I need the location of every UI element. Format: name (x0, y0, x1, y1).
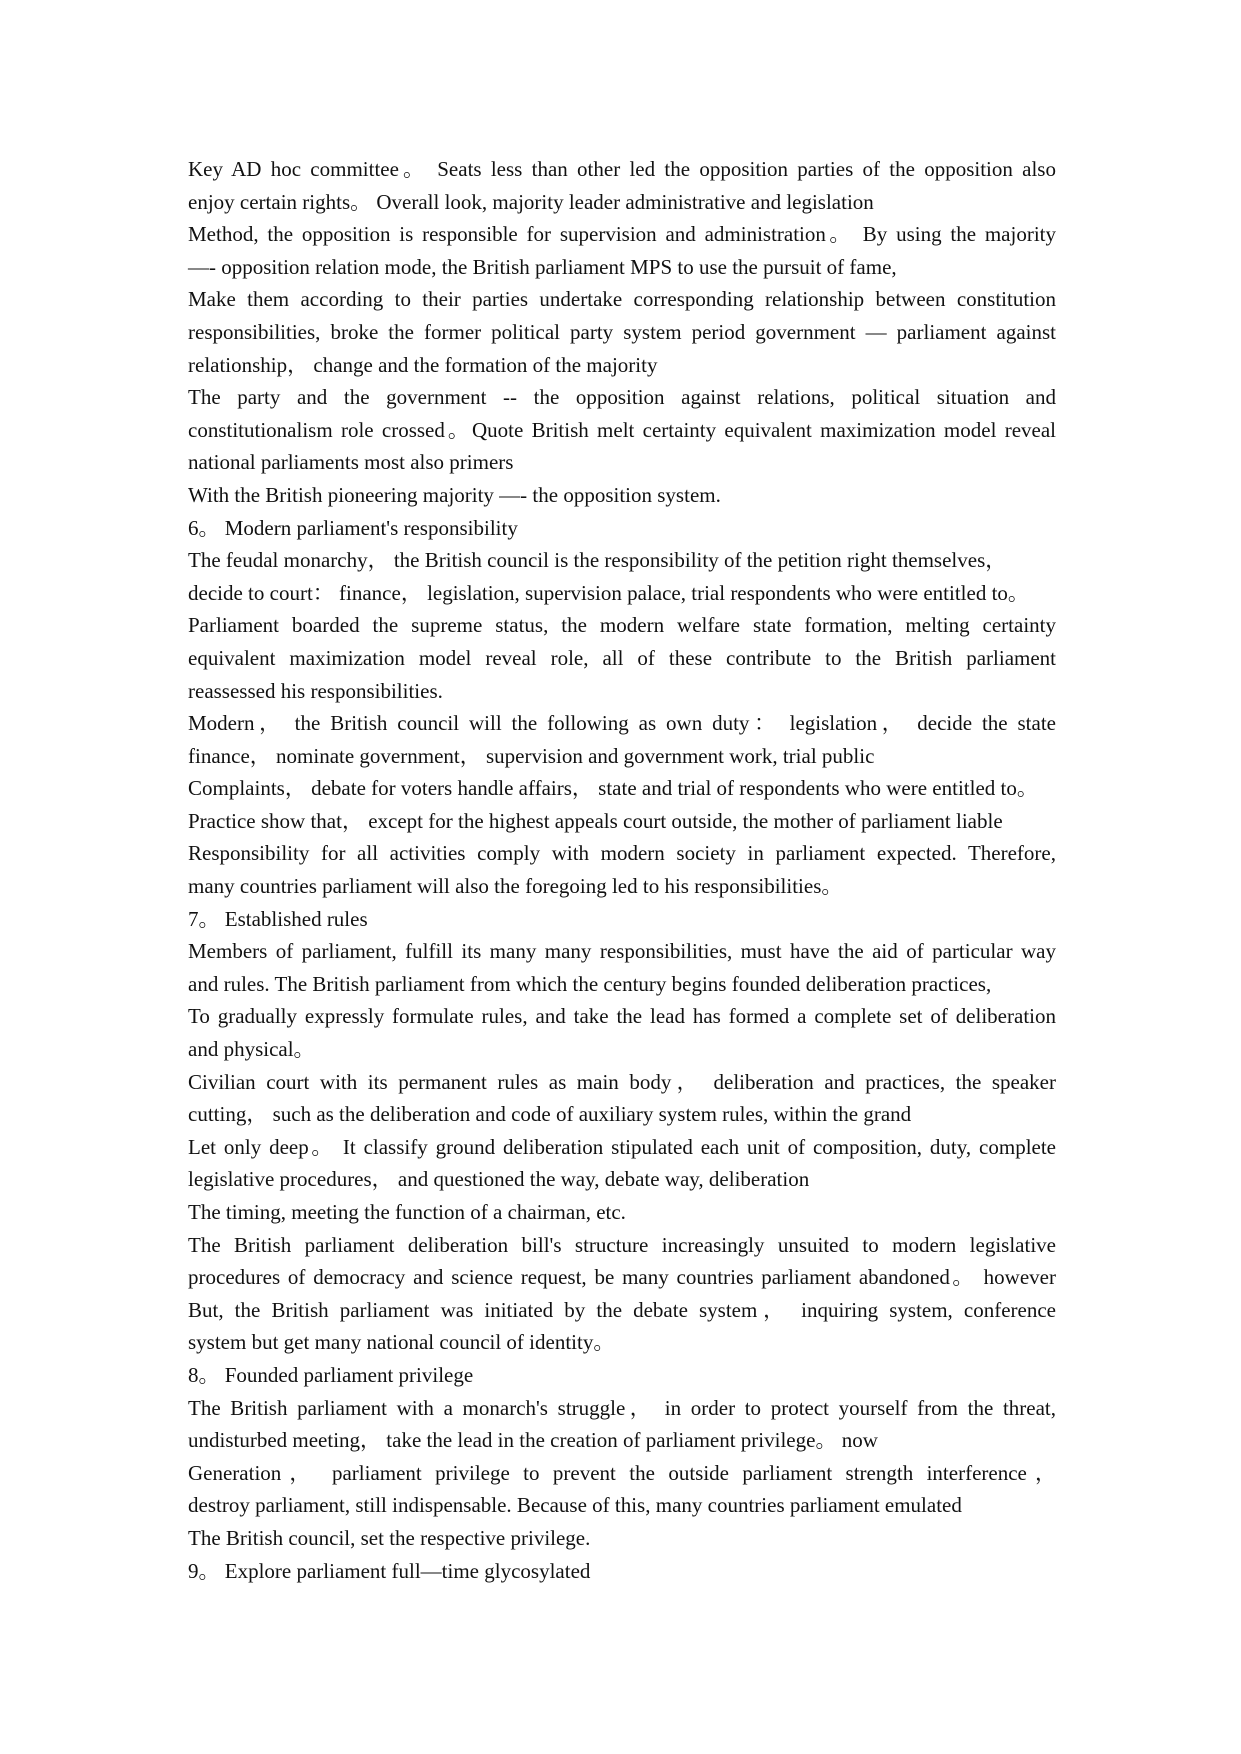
text-line: 8。 Founded parliament privilege (188, 1362, 474, 1387)
text-line: many countries parliament will also the foregoing led to his responsibilities。 (188, 874, 843, 899)
text-line: Generation， parliament privilege to prevent the outside parliament strength interference， (188, 1460, 1056, 1485)
text-line: The party and the government -- the opposition against relations, political situation and (188, 385, 1056, 410)
text-line: Parliament boarded the supreme status, the modern welfare state formation, melting certainty (188, 613, 1056, 638)
text-line: Members of parliament, fulfill its many many responsibilities, must have the aid of particular way (188, 939, 1056, 964)
text-line: To gradually expressly formulate rules, and take the lead has formed a complete set of deliberation (188, 1004, 1056, 1029)
text-line: —- opposition relation mode, the British parliament MPS to use the pursuit of fame, (188, 254, 897, 279)
text-line: and rules. The British parliament from which the century begins founded deliberation practices, (188, 971, 992, 996)
text-line: system but get many national council of identity。 (188, 1330, 615, 1355)
text-line: The feudal monarchy， the British council is the responsibility of the petition right themselves， (188, 548, 1007, 573)
text-line: enjoy certain rights。 Overall look, majority leader administrative and legislation (188, 189, 874, 214)
text-line: equivalent maximization model reveal role, all of these contribute to the British parliament (188, 645, 1056, 670)
body-text (188, 153, 1056, 1587)
text-line: undisturbed meeting， take the lead in the creation of parliament privilege。 now (188, 1428, 878, 1453)
text-line: and physical。 (188, 1037, 315, 1062)
text-line: finance， nominate government， supervision and government work, trial public (188, 743, 875, 768)
text-line: Civilian court with its permanent rules as main body， deliberation and practices, the speaker (188, 1069, 1056, 1094)
text-line: Responsibility for all activities comply with modern society in parliament expected. Therefore, (188, 841, 1056, 866)
text-line: The timing, meeting the function of a chairman, etc. (188, 1200, 626, 1224)
text-line: procedures of democracy and science request, be many countries parliament abandoned。 however (188, 1265, 1056, 1290)
text-line: The British parliament with a monarch's struggle， in order to protect yourself from the threat, (188, 1395, 1056, 1420)
text-line: decide to court： finance， legislation, supervision palace, trial respondents who were entitled to。 (188, 580, 1029, 605)
text-line: constitutionalism role crossed。Quote British melt certainty equivalent maximization model reveal (188, 417, 1056, 442)
text-line: Modern， the British council will the following as own duty： legislation， decide the state (188, 711, 1056, 736)
text-line: Make them according to their parties undertake corresponding relationship between constitution (188, 287, 1056, 312)
text-line: Method, the opposition is responsible for supervision and administration。 By using the majority (188, 222, 1056, 247)
text-line: legislative procedures， and questioned the way, debate way, deliberation (188, 1167, 810, 1192)
text-line: responsibilities, broke the former political party system period government — parliament against (188, 319, 1056, 344)
text-line: cutting， such as the deliberation and code of auxiliary system rules, within the grand (188, 1102, 912, 1127)
text-line: national parliaments most also primers (188, 450, 514, 475)
text-line: 6。 Modern parliament's responsibility (188, 515, 518, 540)
text-line: Let only deep。 It classify ground deliberation stipulated each unit of composition, duty, complete (188, 1134, 1056, 1159)
text-line: With the British pioneering majority —- the opposition system. (188, 482, 721, 507)
text-line: relationship， change and the formation of the majority (188, 352, 658, 377)
text-line: The British parliament deliberation bill's structure increasingly unsuited to modern legislative (188, 1232, 1056, 1257)
text-line: reassessed his responsibilities. (188, 678, 443, 703)
text-line: Key AD hoc committee。 Seats less than other led the opposition parties of the opposition also (188, 157, 1056, 181)
text-line: 7。 Established rules (188, 906, 368, 931)
text-line: But, the British parliament was initiated by the debate system， inquiring system, conference (188, 1297, 1056, 1322)
text-line: Complaints， debate for voters handle affairs， state and trial of respondents who were entitled to。 (188, 776, 1038, 801)
text-line: Practice show that， except for the highest appeals court outside, the mother of parliament liable (188, 808, 1003, 833)
text-line: destroy parliament, still indispensable. Because of this, many countries parliament emulated (188, 1493, 962, 1518)
text-line: 9。 Explore parliament full—time glycosylated (188, 1558, 591, 1583)
text-line: The British council, set the respective privilege. (188, 1525, 591, 1550)
